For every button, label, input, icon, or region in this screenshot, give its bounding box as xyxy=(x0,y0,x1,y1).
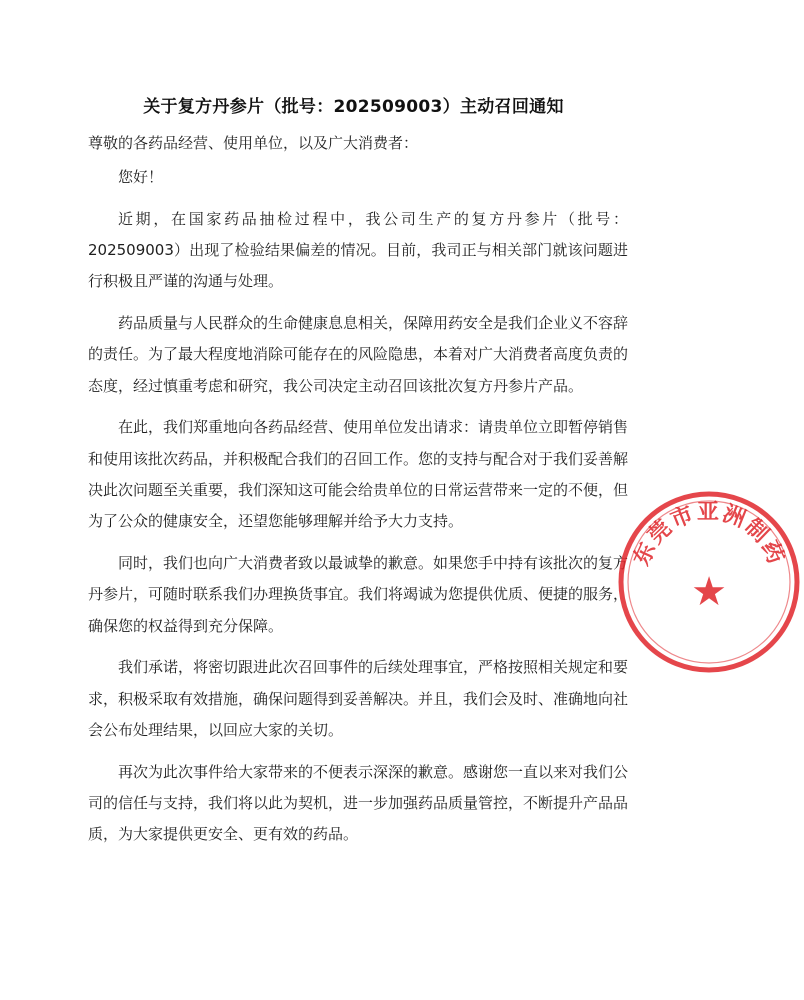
greeting: 您好！ xyxy=(118,168,164,187)
seal-star-icon: ★ xyxy=(691,569,727,615)
paragraph-responsibility: 药品质量与人民群众的生命健康息息相关，保障用药安全是我们企业义不容辞的责任。为了最大程度地消除可能存在的风险隐患，本着对广大消费者高度负责的态度，经过慎重考虑和研究，我公司决定主动召回该批次复方丹参片产品。 xyxy=(88,313,629,395)
paragraph-request: 在此，我们郑重地向各药品经营、使用单位发出请求：请贵单位立即暂停销售和使用该批次药品，并积极配合我们的召回工作。您的支持与配合对于我们妥善解决此次问题至关重要，我们深知这可能会给贵单位的日常运营带来一定的不便，但为了公众的健康安全，还望您能够理解并给予大力支持。 xyxy=(88,418,629,531)
paragraph-apology: 同时，我们也向广大消费者致以最诚挚的歉意。如果您手中持有该批次的复方丹参片，可随时联系我们办理换货事宜。我们将竭诚为您提供优质、便捷的服务，确保您的权益得到充分保障。 xyxy=(88,554,629,635)
notice-body xyxy=(88,128,628,861)
salutation: 尊敬的各药品经营、使用单位，以及广大消费者： xyxy=(88,134,419,152)
notice-title: 关于复方丹参片（批号：202509003）主动召回通知 xyxy=(143,97,564,117)
seal-text: 东莞市亚洲制药 xyxy=(629,500,789,570)
paragraph-inspection: 近期，在国家药品抽检过程中，我公司生产的复方丹参片（批号：202509003）出现了检验结果偏差的情况。目前，我司正与相关部门就该问题进行积极且严谨的沟通与处理。 xyxy=(88,209,628,291)
company-seal-stamp xyxy=(614,487,804,677)
paragraph-commitment: 我们承诺，将密切跟进此次召回事件的后续处理事宜，严格按照相关规定和要求，积极采取有效措施，确保问题得到妥善解决。并且，我们会及时、准确地向社会公布处理结果，以回应大家的关切。 xyxy=(88,658,629,740)
svg-text:东莞市亚洲制药 xyxy=(628,500,788,569)
paragraph-closing: 再次为此次事件给大家带来的不便表示深深的歉意。感谢您一直以来对我们公司的信任与支持，我们将以此为契机，进一步加强药品质量管控，不断提升产品品质，为大家提供更安全、更有效的药品。 xyxy=(88,762,629,844)
